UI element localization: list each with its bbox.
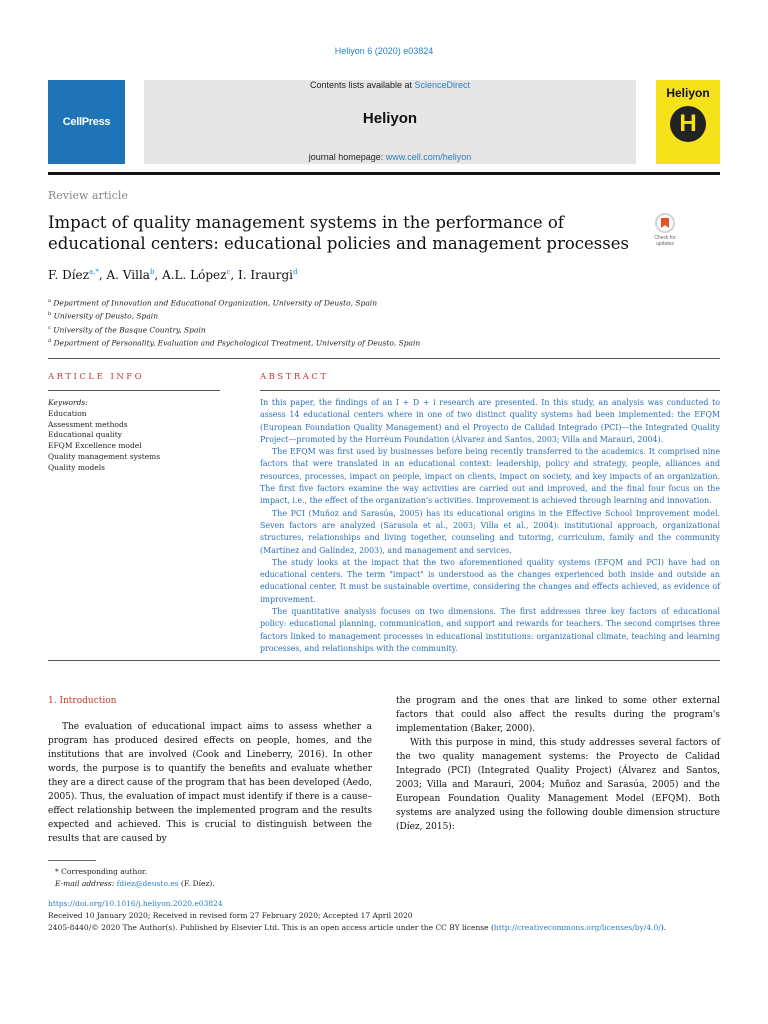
abstract-paragraph: In this paper, the findings of an I + D + i research are presented. In this study, an analysis was conducted to assess 14 educational centers where in one of two distinct quality systems had been implemented: the EFQM (European Foundation Quality Management) and el Proyecto de Calidad Integrado (PCI)—the Integrated Quality Project—promoted by the Horrèum Foundation (Álvarez and Santos, 2003; Villa and Marauri, 2004). xyxy=(260,398,720,444)
journal-name: Heliyon xyxy=(362,110,418,127)
author-affiliation-link[interactable]: a,* xyxy=(88,268,99,276)
author-list: F. Díez$^{a,*}$, A. Villa$^b$, A.L. López$^c$, I. Iraurgi$^d$ xyxy=(48,268,298,282)
introduction-heading: 1. Introduction xyxy=(48,696,117,706)
body-column-right xyxy=(396,694,720,834)
keyword-item: Assessment methods xyxy=(48,419,128,429)
keyword-item: Quality models xyxy=(48,462,105,472)
header-divider xyxy=(48,172,720,175)
abstract-paragraph: The study looks at the impact that the two aforementioned quality systems (EFQM and PCI) have had on educational centers. The term "impact" is understood as the changes experienced both inside and outside an educational center. It must be sustainable overtime, considering the changes and effects achieved, as evidence of improvement. xyxy=(260,557,720,604)
keyword-item: Educational quality xyxy=(48,430,122,440)
footnote: * Corresponding author. E-mail address: fdiez@deusto.es (F. Díez). xyxy=(55,867,215,888)
journal-citation[interactable]: Heliyon 6 (2020) e03824 xyxy=(334,46,434,56)
author-name: A. Villa xyxy=(106,268,150,282)
sciencedirect-link[interactable]: ScienceDirect xyxy=(414,80,471,90)
license-link[interactable]: http://creativecommons.org/licenses/by/4.0/ xyxy=(493,923,661,932)
keyword-item: EFQM Excellence model xyxy=(48,441,142,451)
doi-link[interactable]: https://doi.org/10.1016/j.heliyon.2020.e03824 xyxy=(48,899,223,908)
affiliation-item: $^b$ University of Deusto, Spain xyxy=(48,311,159,321)
abstract-paragraph: The EFQM was first used by businesses before being recently transferred to the academics. It comprised nine factors that were translated in an educational context: leadership, policy and strategy, people, alliances and resources, processes, impact on people, impact on clients, impact on society, and key impacts of an organization. The first five factors examine the way activities are carried out and improved, and the final four focus on the impact, i.e., the effect of the organization's activities. Improvement is achieved through learning and innovation. xyxy=(260,447,720,506)
affiliation-item: $^c$ University of the Basque Country, Spain xyxy=(48,324,206,335)
body-column-left xyxy=(48,694,372,846)
cellpress-logo[interactable]: CellPress xyxy=(48,80,125,164)
homepage-line: journal homepage: www.cell.com/heliyon xyxy=(308,152,472,162)
keywords-box xyxy=(48,398,220,474)
cover-title: Heliyon xyxy=(666,86,710,100)
journal-cover-image[interactable] xyxy=(656,80,720,164)
affiliation-item: $^a$ Department of Innovation and Educational Organization, University of Deusto, Spain xyxy=(48,298,378,308)
article-info-heading: ARTICLE INFO xyxy=(48,372,145,382)
abstract-rule-bottom xyxy=(48,660,720,661)
abstract-heading: ABSTRACT xyxy=(260,372,329,382)
body-paragraph: The evaluation of educational impact aims to assess whether a program has produced desired effects on people, homes, and the institutions that are involved (Cook and Lineberry, 2016). In other words, the purpose is to quantify the benefits and evaluate whether they are a direct cause of the program that has been developed (Aedo, 2005). Thus, the evaluation of impact must identify if there is a cause–effect relationship between the implemented program and the results expected and achieved. This is crucial to distinguish between the results that are caused by xyxy=(48,722,372,844)
author-name: I. Iraurgi xyxy=(238,268,293,282)
keyword-item: Education xyxy=(48,408,87,418)
keyword-item: Quality management systems xyxy=(48,451,161,461)
cover-h-icon: H xyxy=(670,106,706,142)
received-dates: Received 10 January 2020; Received in revised form 27 February 2020; Accepted 17 April 2020 xyxy=(48,911,413,920)
corresponding-author-note: Corresponding author. xyxy=(61,867,148,876)
abstract-paragraph: The quantitative analysis focuses on two dimensions. The first addresses three key factors of educational policy: educational planning, communication, and support and rewards for teachers. The second comprises three factors linked to management processes in educational institutions: organizational climate, teaching and learning processes, and relationships with the community. xyxy=(260,607,720,653)
check-for-updates-badge[interactable] xyxy=(647,213,683,253)
author-affiliation-link[interactable]: c xyxy=(226,268,231,276)
footnote-rule xyxy=(48,860,96,861)
publication-info xyxy=(48,898,738,934)
abstract-rule-top xyxy=(260,390,720,391)
body-paragraph: the program and the ones that are linked to some other external factors that could also affect the results during the program's implementation (Baker, 2000). xyxy=(396,696,720,734)
article-type: Review article xyxy=(48,189,128,202)
author-affiliation-link[interactable]: b xyxy=(149,268,155,276)
contents-line: Contents lists available at ScienceDirect xyxy=(309,80,471,90)
homepage-link[interactable]: www.cell.com/heliyon xyxy=(385,152,472,162)
email-link[interactable]: fdiez@deusto.es xyxy=(116,879,179,888)
abstract-paragraph: The PCI (Muñoz and Sarasúa, 2005) has its educational origins in the Effective School Improvement model. Seven factors are analyzed (Sarasola et al., 2003; Villa et al., 2004): institutional approach, organizational structures, relationships and living together, counseling and tutoring, curriculum, family and the community (Martínez and Galíndez, 2003), and management and services. xyxy=(260,508,720,555)
abstract-body xyxy=(260,397,720,655)
section-divider xyxy=(48,358,720,359)
journal-header xyxy=(48,80,720,164)
article-title: Impact of quality management systems in the performance of educational centers: educational policies and management processes xyxy=(48,213,629,253)
keywords-label: Keywords: xyxy=(48,398,88,407)
affiliations xyxy=(48,296,648,349)
article-info-rule xyxy=(48,390,220,391)
updates-label: Check for updates xyxy=(654,235,676,247)
journal-info-box xyxy=(144,80,636,164)
author-name: F. Díez xyxy=(48,268,89,282)
author-name: A.L. López xyxy=(162,268,227,282)
author-affiliation-link[interactable]: d xyxy=(293,268,298,276)
bookmark-icon xyxy=(655,213,675,233)
license-line: 2405-8440/© 2020 The Author(s). Published by Elsevier Ltd. This is an open access article under the CC BY license (http://creativecommons.org/licenses/by/4.0/). xyxy=(48,923,667,932)
affiliation-item: $^d$ Department of Personality, Evaluation and Psychological Treatment, University of Deusto, Spain xyxy=(48,337,421,348)
body-paragraph: With this purpose in mind, this study addresses several factors of the two quality management systems: the Proyecto de Calidad Integrado (PCI) (Integrated Quality Project) (Álvarez and Santos, 2003; Villa and Marauri, 2004; Muñoz and Sarasúa, 2005) and the European Foundation Quality Management Model (EFQM). Both systems are analyzed using the following double dimension structure (Díez, 2015): xyxy=(396,738,720,832)
